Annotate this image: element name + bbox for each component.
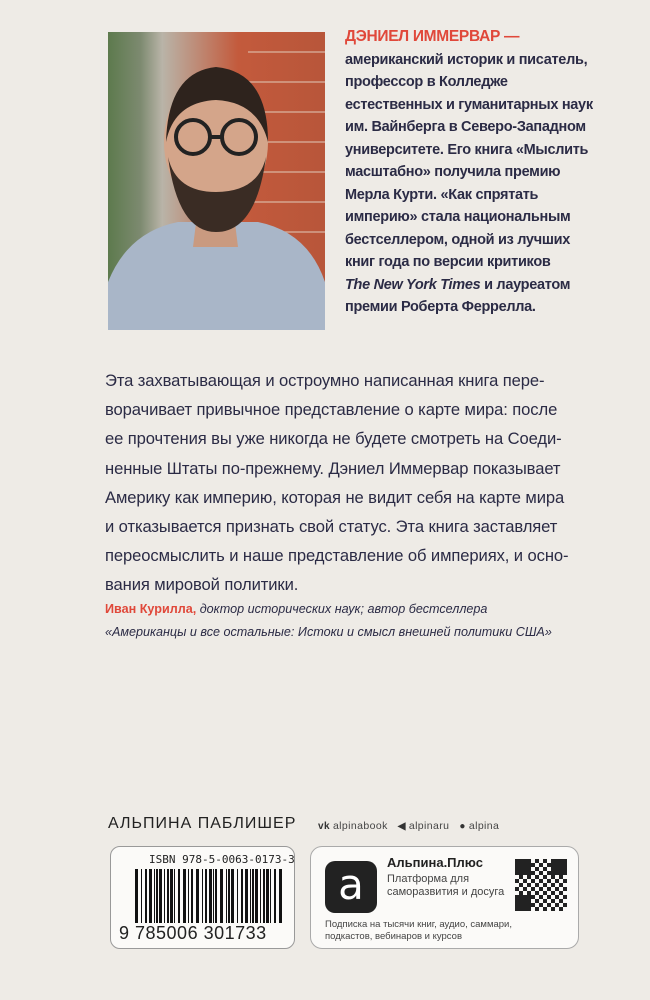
- social-vk[interactable]: [318, 820, 388, 832]
- barcode-bar: [167, 869, 169, 923]
- author-bio: [345, 26, 635, 319]
- barcode-bar: [260, 869, 261, 923]
- qr-module: [527, 863, 531, 867]
- qr-module: [555, 867, 559, 871]
- bio-line: университете. Его книга «Мыслить: [345, 141, 589, 158]
- bio-line: профессор в Колледже: [345, 74, 508, 90]
- bio-line: американский историк и писатель,: [345, 51, 588, 68]
- barcode-bar: [228, 869, 230, 923]
- barcode-bar: [226, 869, 227, 923]
- barcode-bar: [183, 869, 186, 923]
- qr-module: [547, 895, 551, 899]
- barcode-bar: [263, 869, 265, 923]
- barcode-bar: [156, 869, 158, 923]
- qr-module: [519, 903, 523, 907]
- alpina-icon: ●: [459, 821, 466, 832]
- qr-module: [519, 875, 523, 879]
- bio-line: масштабно» получила премию: [345, 164, 561, 180]
- blurb-line: Америку как империю, которая не видит себя на карте мира: [105, 487, 565, 507]
- qr-module: [527, 907, 531, 911]
- promo-title: Альпина.Плюс: [387, 855, 483, 870]
- qr-module: [523, 867, 527, 871]
- barcode-bar: [154, 869, 155, 923]
- bio-line: естественных и гуманитарных наук: [345, 96, 593, 113]
- qr-module: [551, 859, 555, 863]
- qr-module: [547, 903, 551, 907]
- barcode-bar: [149, 869, 152, 923]
- qr-module: [539, 879, 543, 883]
- qr-module: [515, 863, 519, 867]
- barcode-bar: [220, 869, 223, 923]
- qr-module: [519, 899, 523, 903]
- social-alpina[interactable]: [459, 820, 499, 832]
- qr-module: [535, 867, 539, 871]
- barcode-bar: [174, 869, 175, 923]
- bio-line: [345, 274, 635, 297]
- qr-module: [551, 907, 555, 911]
- barcode-bar: [279, 869, 282, 923]
- barcode-box: [110, 846, 295, 949]
- barcode-bar: [252, 869, 254, 923]
- qr-module: [547, 879, 551, 883]
- qr-module: [535, 859, 539, 863]
- social-label: alpina: [468, 820, 500, 832]
- qr-module: [527, 903, 531, 907]
- qr-module: [551, 891, 555, 895]
- barcode-bar: [135, 869, 138, 923]
- barcode-bar: [270, 869, 271, 923]
- qr-module: [551, 899, 555, 903]
- qr-module: [535, 883, 539, 887]
- vk-icon: vk: [318, 821, 330, 832]
- qr-module: [555, 859, 559, 863]
- qr-module: [543, 899, 547, 903]
- qr-module: [515, 887, 519, 891]
- barcode-bar: [164, 869, 165, 923]
- barcode-bar: [202, 869, 203, 923]
- qr-module: [559, 859, 563, 863]
- qr-module: [539, 863, 543, 867]
- blurb-line: ненные Штаты по-прежнему. Дэниел Иммервар показывает: [105, 458, 561, 478]
- barcode-bar: [191, 869, 193, 923]
- qr-module: [555, 879, 559, 883]
- qr-module: [559, 875, 563, 879]
- qr-module: [559, 883, 563, 887]
- social-label: alpinabook: [332, 820, 388, 832]
- barcode-bar: [145, 869, 147, 923]
- qr-module: [519, 863, 523, 867]
- nyt-title: The New York Times: [345, 276, 481, 293]
- barcode-bar: [250, 869, 251, 923]
- reviewer-desc: доктор исторических наук; автор бестселлера: [196, 602, 488, 616]
- blurb-line: Эта захватывающая и остроумно написанная книга пере-: [105, 371, 545, 390]
- qr-module: [531, 879, 535, 883]
- barcode-bar: [237, 869, 238, 923]
- qr-module: [515, 899, 519, 903]
- qr-module: [563, 859, 567, 863]
- qr-module: [523, 879, 527, 883]
- qr-module: [543, 859, 547, 863]
- barcode-bar: [178, 869, 180, 923]
- telegram-icon: ◀: [397, 821, 406, 832]
- qr-module: [551, 863, 555, 867]
- bio-line: премии Роберта Феррелла.: [345, 299, 536, 315]
- qr-module: [535, 891, 539, 895]
- social-telegram[interactable]: [398, 820, 450, 832]
- qr-module: [523, 903, 527, 907]
- qr-module: [559, 899, 563, 903]
- qr-module: [531, 903, 535, 907]
- qr-module: [563, 879, 567, 883]
- qr-module: [555, 903, 559, 907]
- qr-module: [563, 887, 567, 891]
- qr-module: [523, 899, 527, 903]
- promo-sub-line: подкастов, вебинаров и курсов: [325, 931, 462, 942]
- barcode-bar: [188, 869, 189, 923]
- publisher-logo: АЛЬПИНА ПАБЛИШЕР: [108, 815, 297, 832]
- qr-module: [527, 883, 531, 887]
- qr-module: [519, 867, 523, 871]
- qr-module: [547, 863, 551, 867]
- barcode-bar: [266, 869, 269, 923]
- blurb: [105, 366, 605, 600]
- barcode-bar: [170, 869, 173, 923]
- qr-module: [527, 867, 531, 871]
- isbn: ISBN 978-5-0063-0173-3: [149, 853, 295, 866]
- social-label: alpinaru: [408, 820, 450, 832]
- qr-module: [515, 907, 519, 911]
- qr-module: [519, 871, 523, 875]
- bio-line: им. Вайнберга в Северо-Западном: [345, 119, 586, 135]
- barcode-bar: [241, 869, 243, 923]
- qr-module: [551, 875, 555, 879]
- social-links: [318, 820, 499, 832]
- qr-module: [551, 871, 555, 875]
- promo-subtitle: [325, 919, 512, 943]
- barcode-bar: [231, 869, 234, 923]
- qr-module: [543, 907, 547, 911]
- qr-module: [559, 863, 563, 867]
- qr-module: [523, 895, 527, 899]
- barcode-bar: [205, 869, 207, 923]
- qr-module: [527, 895, 531, 899]
- qr-module: [543, 867, 547, 871]
- qr-module: [527, 859, 531, 863]
- qr-module: [539, 895, 543, 899]
- barcode-bar: [245, 869, 248, 923]
- qr-module: [543, 875, 547, 879]
- qr-module: [543, 883, 547, 887]
- blurb-attribution: [105, 598, 605, 643]
- qr-module: [519, 891, 523, 895]
- reviewer-book: «Американцы и все остальные: Истоки и смысл внешней политики США»: [105, 624, 552, 639]
- blurb-line: переосмыслить и наше представление об империях, и осно-: [105, 546, 569, 566]
- qr-module: [543, 891, 547, 895]
- barcode-bar: [255, 869, 258, 923]
- blurb-line: ее прочтения вы уже никогда не будете смотреть на Соеди-: [105, 429, 562, 449]
- qr-module: [523, 887, 527, 891]
- qr-module: [531, 863, 535, 867]
- author-name: ДЭНИЕЛ ИММЕРВАР —: [345, 28, 520, 45]
- blurb-line: и отказывается признать свой статус. Эта книга заставляет: [105, 517, 558, 537]
- qr-module: [515, 879, 519, 883]
- qr-module: [515, 859, 519, 863]
- qr-module: [563, 903, 567, 907]
- qr-module: [559, 891, 563, 895]
- qr-module: [563, 871, 567, 875]
- qr-module: [551, 867, 555, 871]
- barcode-digits: 9 785006 301733: [119, 923, 267, 943]
- qr-module: [555, 871, 559, 875]
- qr-module: [555, 863, 559, 867]
- bio-text: и лауреатом: [480, 276, 571, 293]
- qr-module: [527, 899, 531, 903]
- barcode-bar: [159, 869, 162, 923]
- promo-sub-line: Подписка на тысячи книг, аудио, саммари,: [325, 919, 512, 930]
- qr-module: [551, 883, 555, 887]
- qr-module: [539, 887, 543, 891]
- qr-module: [523, 859, 527, 863]
- qr-module: [539, 871, 543, 875]
- qr-module: [519, 883, 523, 887]
- qr-module: [523, 871, 527, 875]
- blurb-line: ворачивает привычное представление о карте мира: после: [105, 400, 558, 420]
- qr-module: [559, 867, 563, 871]
- qr-module: [555, 895, 559, 899]
- qr-module: [515, 903, 519, 907]
- blurb-line: вания мировой политики.: [105, 575, 299, 595]
- qr-module: [527, 875, 531, 879]
- qr-module: [531, 887, 535, 891]
- qr-module: [527, 891, 531, 895]
- reviewer-name: Иван Курилла,: [105, 602, 197, 616]
- barcode-bar: [209, 869, 212, 923]
- qr-module: [535, 875, 539, 879]
- qr-code-icon: [515, 859, 567, 911]
- qr-module: [563, 863, 567, 867]
- alpina-plus-promo: [310, 846, 579, 949]
- qr-module: [519, 907, 523, 911]
- qr-module: [535, 899, 539, 903]
- barcode-bar: [274, 869, 276, 923]
- qr-module: [563, 867, 567, 871]
- qr-module: [531, 871, 535, 875]
- barcode-bar: [213, 869, 214, 923]
- bio-line: бестселлером, одной из лучших: [345, 231, 570, 248]
- qr-module: [527, 871, 531, 875]
- qr-module: [563, 895, 567, 899]
- alpina-app-icon: a: [325, 861, 377, 913]
- qr-module: [555, 887, 559, 891]
- qr-module: [559, 907, 563, 911]
- bio-line: империю» стала национальным: [345, 209, 571, 225]
- qr-module: [539, 903, 543, 907]
- barcode-bar: [196, 869, 199, 923]
- promo-desc: Платформа для саморазвития и досуга: [387, 873, 505, 898]
- bio-line: книг года по версии критиков: [345, 254, 551, 270]
- qr-module: [523, 863, 527, 867]
- qr-module: [547, 871, 551, 875]
- barcode-bar: [141, 869, 142, 923]
- qr-module: [519, 859, 523, 863]
- qr-module: [547, 887, 551, 891]
- qr-module: [515, 867, 519, 871]
- bio-line: Мерла Курти. «Как спрятать: [345, 186, 539, 203]
- qr-module: [523, 907, 527, 911]
- qr-module: [515, 871, 519, 875]
- qr-module: [559, 871, 563, 875]
- qr-module: [535, 907, 539, 911]
- qr-module: [519, 895, 523, 899]
- qr-module: [531, 895, 535, 899]
- barcode: [135, 869, 283, 923]
- qr-module: [515, 895, 519, 899]
- author-photo: [108, 32, 325, 330]
- barcode-bar: [215, 869, 217, 923]
